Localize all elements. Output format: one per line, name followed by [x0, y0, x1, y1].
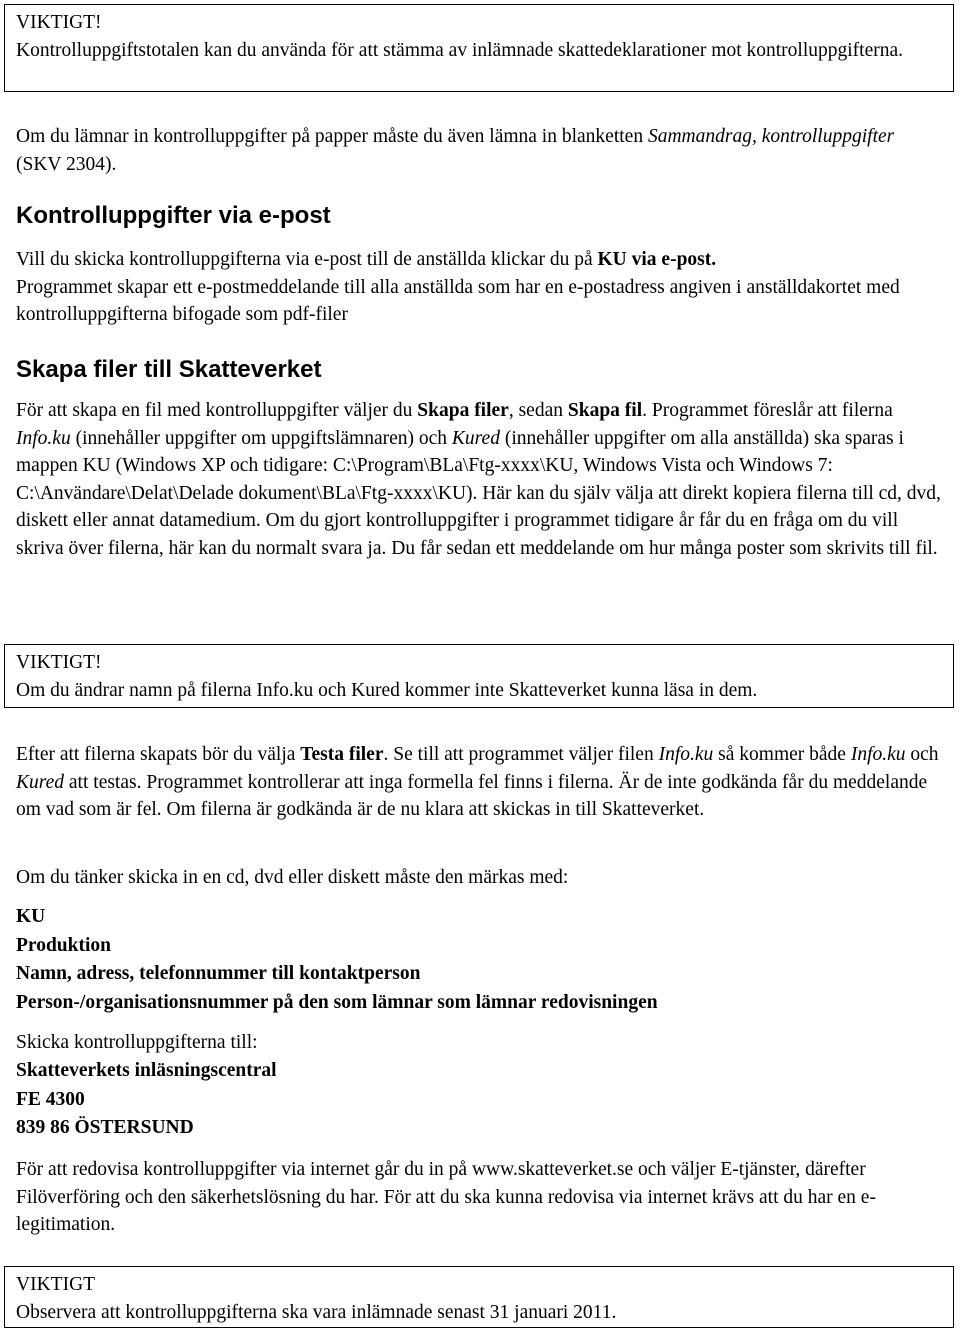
marking-list [16, 903, 946, 1018]
address-intro: Skicka kontrolluppgifterna till: [16, 1032, 258, 1053]
notice-label: VIKTIGT! [16, 652, 102, 673]
filename-info-ku: Info.ku [850, 744, 906, 765]
form-name: Sammandrag, kontrolluppgifter [647, 126, 895, 147]
address-line: Skatteverkets inläsningscentral [16, 1060, 277, 1081]
notice-text: Kontrolluppgiftstotalen kan du använda för att stämma av inlämnade skattedeklarationer mot kontrolluppgifterna. [16, 39, 903, 61]
files-text-5: (innehåller uppgifter om alla anställda) ska sparas i mappen KU (Windows XP och tidigare: C:\Program\BLa\Ftg-xxxx\KU, Windows Vista och Windows 7: C:\Användare\Delat\Delade dokument\BLa\Ftg-xxxx\KU). Här kan du själv välja att direkt kopiera filerna till cd, dvd, diskett eller annat datamedium. Om du gjort kontrolluppgifter i programmet tidigare år får du en fråga om du vill skriva över filerna, här kan du normalt svara ja. Du får sedan ett meddelande om hur många poster som skrivits till fil. [16, 427, 941, 559]
test-text-3: så kommer både [713, 744, 851, 765]
test-text-4: och [905, 744, 939, 765]
filename-kured: Kured [16, 771, 65, 793]
deadline-notice-box [4, 1266, 954, 1328]
testa-filer-label: Testa filer [300, 744, 384, 765]
notice-label: VIKTIGT [16, 1274, 96, 1295]
email-section-heading: Kontrolluppgifter via e-post [16, 202, 331, 229]
rename-warning-box [4, 644, 954, 708]
notice-text: Om du ändrar namn på filerna Info.ku och Kured kommer inte Skatteverket kunna läsa in dem. [16, 679, 758, 701]
files-text-2: , sedan [508, 400, 568, 421]
intro-text: Om du lämnar in kontrolluppgifter på papper måste du även lämna in blanketten [16, 126, 648, 147]
important-notice-box [4, 4, 954, 92]
files-text-3: . Programmet föreslår att filerna [642, 400, 893, 421]
internet-paragraph: För att redovisa kontrolluppgifter via internet går du in på www.skatteverket.se och väljer E-tjänster, därefter Filöverföring och den säkerhetslösning du har. För att du ska kunna redovisa via internet krävs att du har en e-legitimation. [16, 1159, 876, 1235]
notice-text: Observera att kontrolluppgifterna ska vara inlämnade senast 31 januari 2011. [16, 1301, 617, 1323]
skapa-fil-label: Skapa fil [567, 400, 643, 421]
marking-line: Person-/organisationsnummer på den som lämnar som lämnar redovisningen [16, 992, 658, 1014]
ku-email-button-label: KU via e-post [597, 249, 712, 270]
marking-line: KU [16, 906, 46, 927]
address-line: FE 4300 [16, 1088, 85, 1110]
filename-info-ku: Info.ku [658, 744, 714, 765]
marking-line: Produktion [16, 934, 112, 956]
email-text: Vill du skicka kontrolluppgifterna via e-post till de anställda klickar du på [16, 249, 598, 270]
email-text-end: . [711, 249, 717, 270]
test-text-1: Efter att filerna skapats bör du välja [16, 744, 301, 765]
notice-label: VIKTIGT! [16, 12, 102, 33]
mailing-address [16, 1057, 946, 1143]
filename-info-ku: Info.ku [16, 427, 71, 449]
files-text-4: (innehåller uppgifter om uppgiftslämnaren) och [70, 427, 452, 449]
files-text-1: För att skapa en fil med kontrolluppgifter väljer du [16, 400, 418, 421]
intro-form-number: (SKV 2304). [16, 153, 117, 175]
email-paragraph [16, 246, 946, 329]
test-files-paragraph [16, 741, 941, 824]
address-line: 839 86 ÖSTERSUND [16, 1117, 194, 1139]
skapa-filer-label: Skapa filer [417, 400, 509, 421]
test-text-5: att testas. Programmet kontrollerar att inga formella fel finns i filerna. Är de inte godkända får du meddelande om vad som är fel. Om filerna är godkända är de nu klara att skickas in till Skatteverket. [16, 771, 928, 820]
filename-kured: Kured [451, 427, 500, 449]
files-paragraph [16, 397, 941, 562]
files-section-heading: Skapa filer till Skatteverket [16, 356, 322, 383]
marking-line: Namn, adress, telefonnummer till kontaktperson [16, 963, 421, 985]
test-text-2: . Se till att programmet väljer filen [383, 744, 659, 765]
marking-intro: Om du tänker skicka in en cd, dvd eller diskett måste den märkas med: [16, 867, 569, 888]
email-description: Programmet skapar ett e-postmeddelande till alla anställda som har en e-postadress angiven i anställdakortet med kontrolluppgifterna bifogade som pdf-filer [16, 276, 900, 325]
paper-submission-paragraph [16, 123, 941, 178]
